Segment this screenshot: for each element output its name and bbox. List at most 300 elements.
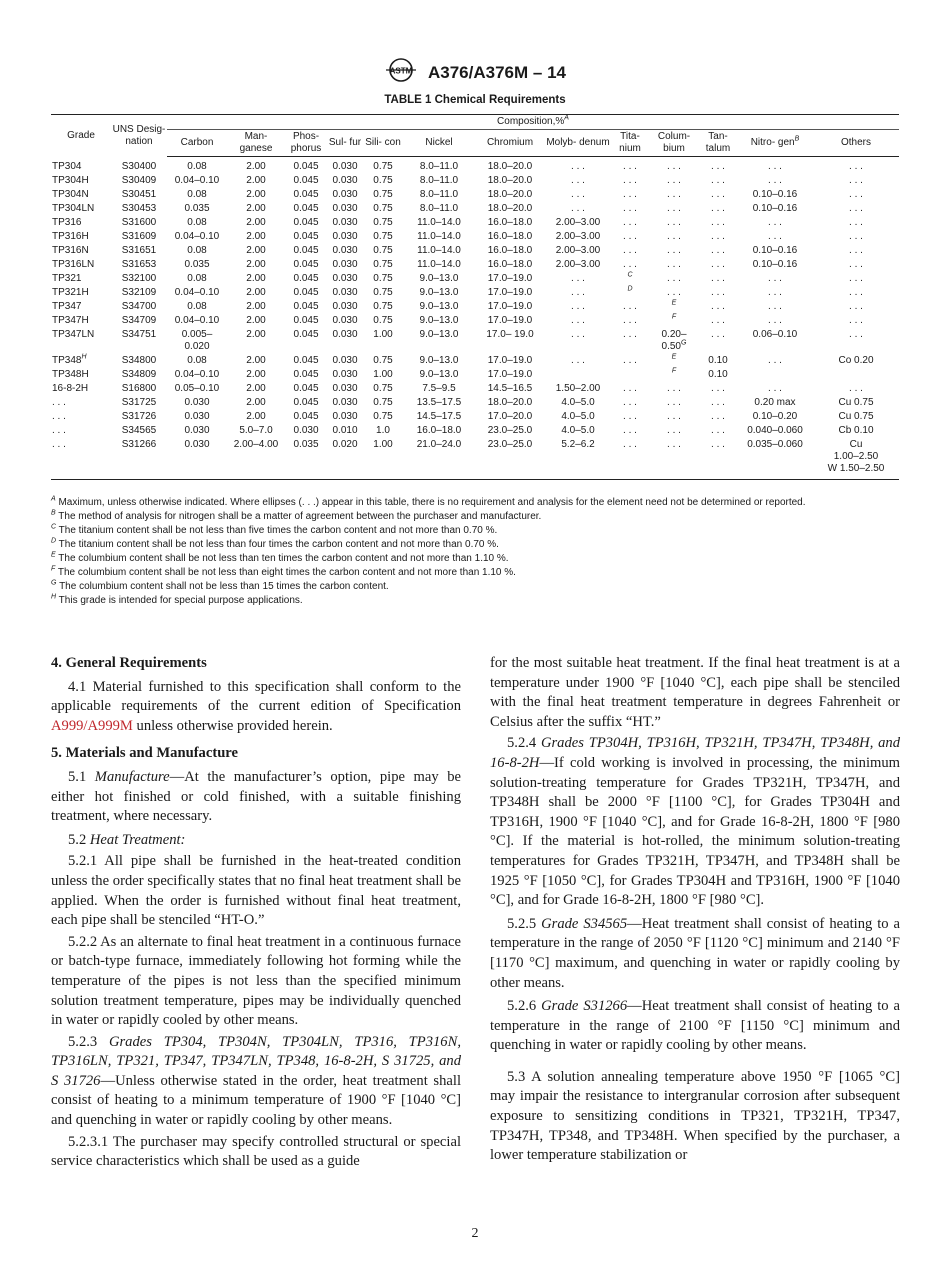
- table-cell: 14.5–16.5: [487, 383, 533, 394]
- table-cell: . . .: [667, 161, 681, 172]
- table-cell: . . .: [571, 315, 585, 326]
- table-cell: S34751: [121, 329, 157, 340]
- table-row: [51, 382, 899, 396]
- table-row: [51, 202, 899, 216]
- footnote: $^F$ The columbium content shall be not less than eight times the carbon content and not more than 1.10 %.: [51, 565, 516, 578]
- table-cell: 0.045: [293, 301, 319, 312]
- table-cell: TP347H: [52, 315, 89, 326]
- table-row: [51, 258, 899, 272]
- table-cell: 0.030: [332, 369, 358, 380]
- table-cell: E: [671, 353, 677, 361]
- table-cell: 0.045: [293, 175, 319, 186]
- table-cell: 1.0: [376, 425, 390, 436]
- table-cell: TP347LN: [52, 329, 95, 340]
- table-cell: 7.5–9.5: [422, 383, 456, 394]
- table-cell: . . .: [711, 231, 725, 242]
- table-cell: . . .: [849, 315, 863, 326]
- footnote: $^A$ Maximum, unless otherwise indicated. Where ellipses (. . .) appear in this table, there is no requirement and analysis for the element need not be determined or reported.: [51, 495, 806, 508]
- table-cell: 0.030: [332, 287, 358, 298]
- table-cell: 0.030: [184, 397, 210, 408]
- table-cell: [545, 368, 611, 382]
- table-cell: . . .: [623, 203, 637, 214]
- table-cell: . . .: [667, 259, 681, 270]
- table-cell: 2.00: [246, 301, 266, 312]
- table-cell: . . .: [849, 175, 863, 186]
- table-cell: . . .: [623, 329, 637, 340]
- table-cell: . . .: [768, 355, 782, 366]
- table-cell: TP304LN: [52, 203, 95, 214]
- table-cell: 2.00: [246, 175, 266, 186]
- table-cell: 0.10–0.20: [752, 411, 798, 422]
- table-cell: . . .: [711, 273, 725, 284]
- table-cell: 0.04–0.10: [174, 315, 220, 326]
- table-cell: 23.0–25.0: [487, 425, 533, 436]
- header-col: Man- ganese: [227, 130, 285, 157]
- table-cell: 17.0–19.0: [487, 369, 533, 380]
- table-cell: 2.00–3.00: [555, 245, 601, 256]
- table-row: [51, 286, 899, 300]
- footnote: $^B$ The method of analysis for nitrogen shall be a matter of agreement between the purchaser and manufacturer.: [51, 509, 542, 522]
- section-5-heading: 5. Materials and Manufacture: [51, 745, 238, 762]
- table-cell: 9.0–13.0: [419, 301, 459, 312]
- table-cell: . . .: [768, 161, 782, 172]
- table-cell: . . .: [711, 397, 725, 408]
- table-cell: 16-8-2H: [52, 383, 89, 394]
- table-cell: . . .: [571, 287, 585, 298]
- table-cell: 0.04–0.10: [174, 369, 220, 380]
- table-cell: . . .: [849, 301, 863, 312]
- table-cell: TP348H: [52, 369, 89, 380]
- table-cell: 0.04–0.10: [174, 287, 220, 298]
- table-row: [51, 354, 899, 368]
- table-cell: . . .: [623, 259, 637, 270]
- table-cell: 0.030: [332, 161, 358, 172]
- table-cell: 0.030: [293, 425, 319, 436]
- table-cell: 0.030: [332, 175, 358, 186]
- table-cell: . . .: [711, 301, 725, 312]
- table-cell: . . .: [711, 161, 725, 172]
- table-cell: 4.0–5.0: [561, 411, 595, 422]
- table-cell: 0.035: [184, 203, 210, 214]
- table-cell: . . .: [571, 161, 585, 172]
- table-cell: . . .: [667, 175, 681, 186]
- table-cell: 11.0–14.0: [417, 217, 461, 228]
- table-cell: . . .: [52, 411, 66, 422]
- table-cell: . . .: [623, 397, 637, 408]
- table-cell: 21.0–24.0: [416, 439, 462, 450]
- table-cell: 2.00: [246, 189, 266, 200]
- table-cell: 2.00: [246, 411, 266, 422]
- table-cell: . . .: [711, 245, 725, 256]
- table-cell: 0.10–0.16: [752, 203, 798, 214]
- table-cell: 9.0–13.0: [419, 315, 459, 326]
- table-cell: TP321: [52, 273, 82, 284]
- table-cell: 2.00: [246, 383, 266, 394]
- table-cell: 23.0–25.0: [487, 439, 533, 450]
- table-cell: 18.0–20.0: [487, 397, 533, 408]
- table-cell: 2.00–4.00: [233, 439, 279, 450]
- table-cell: . . .: [52, 439, 66, 450]
- table-cell: . . .: [571, 301, 585, 312]
- table-cell: . . .: [711, 287, 725, 298]
- table-cell: 0.75: [373, 301, 393, 312]
- table-cell: 16.0–18.0: [487, 245, 533, 256]
- table-cell: 0.045: [293, 355, 319, 366]
- table-cell: 0.08: [187, 189, 207, 200]
- table-row: [51, 328, 899, 354]
- table-cell: 2.00: [246, 161, 266, 172]
- header-col: Molyb- denum: [545, 130, 611, 157]
- table-cell: 17.0–19.0: [487, 287, 533, 298]
- table-cell: . . .: [849, 329, 863, 340]
- table-cell: 0.020: [332, 439, 358, 450]
- table-cell: 0.045: [293, 217, 319, 228]
- header-col: Carbon: [167, 130, 227, 157]
- table-cell: . . .: [571, 203, 585, 214]
- table-cell: 0.030: [332, 355, 358, 366]
- table-cell: F: [671, 367, 677, 375]
- paragraph-5-2-2: 5.2.2 As an alternate to final heat treatment in a continuous furnace or batch-type furnace, immediately following hot forming while the temperature of the pipes is not less than the specified minimum solution treatment temperature, pipes may be individually quenched in water or rapidly cooled by other means.: [51, 933, 461, 1029]
- table-cell: 16.0–18.0: [487, 217, 533, 228]
- table-footnotes: [51, 496, 911, 608]
- table-cell: 5.0–7.0: [239, 425, 273, 436]
- table-cell: 0.75: [373, 245, 393, 256]
- table-cell: 17.0–19.0: [487, 355, 533, 366]
- table-cell: TP347: [52, 301, 82, 312]
- table-cell: . . .: [623, 161, 637, 172]
- table-row: [51, 300, 899, 314]
- table-row: [51, 438, 899, 480]
- table-cell: 18.0–20.0: [487, 161, 533, 172]
- table-cell: . . .: [667, 411, 681, 422]
- table-cell: . . .: [768, 301, 782, 312]
- table-cell: 0.030: [332, 273, 358, 284]
- table-cell: S16800: [121, 383, 157, 394]
- table-row: [51, 272, 899, 286]
- table-cell: TP304N: [52, 189, 89, 200]
- table-cell: 17.0–19.0: [487, 301, 533, 312]
- paragraph-5-2-5: 5.2.5 Grade S34565—Heat treatment shall consist of heating to a temperature in the range of 2050 °F [1120 °C] minimum and 2140 °F [1170 °C] maximum, and quenching in water or rapidly cooling by other means.: [490, 915, 900, 991]
- table-cell: 0.045: [293, 315, 319, 326]
- table-cell: . . .: [52, 425, 66, 436]
- table-cell: 0.045: [293, 383, 319, 394]
- table-cell: . . .: [711, 189, 725, 200]
- table-cell: 0.75: [373, 231, 393, 242]
- table-cell: . . .: [623, 315, 637, 326]
- table-cell: 4.0–5.0: [561, 425, 595, 436]
- spec-link-a999[interactable]: A999/A999M: [51, 717, 133, 734]
- table-cell: S31609: [121, 231, 157, 242]
- table-cell: 17.0– 19.0: [486, 329, 534, 340]
- table-cell: 0.75: [373, 189, 393, 200]
- table-cell: . . .: [623, 439, 637, 450]
- table-cell: . . .: [849, 203, 863, 214]
- table-cell: . . .: [623, 301, 637, 312]
- table-cell: . . .: [623, 245, 637, 256]
- table-cell: Cu 0.75: [838, 397, 874, 408]
- header-col: Sili- con: [363, 130, 403, 157]
- table-cell: S34700: [121, 301, 157, 312]
- header-col: Tan- talum: [699, 130, 737, 157]
- svg-text:ASTM: ASTM: [389, 66, 413, 76]
- table-cell: Cu 0.75: [838, 411, 874, 422]
- footnote: $^D$ The titanium content shall be not less than four times the carbon content and not more than 0.70 %.: [51, 537, 499, 550]
- table-cell: 0.08: [187, 301, 207, 312]
- table-cell: 16.0–18.0: [416, 425, 462, 436]
- table-cell: 18.0–20.0: [487, 203, 533, 214]
- paragraph-5-2-6: 5.2.6 Grade S31266—Heat treatment shall consist of heating to a temperature in the range of 2100 °F [1150 °C] minimum and quenching in water or rapidly cooling by other means.: [490, 998, 900, 1054]
- table-cell: 2.00: [246, 231, 266, 242]
- table-cell: [737, 368, 813, 382]
- table-cell: TP316LN: [52, 259, 95, 270]
- table-row: [51, 314, 899, 328]
- table-cell: S31726: [121, 411, 157, 422]
- table-cell: 11.0–14.0: [417, 259, 461, 270]
- paragraph-5-1: 5.1 Manufacture—At the manufacturer’s option, pipe may be either hot finished or cold finished, with a suitable finishing treatment, where necessary.: [51, 768, 461, 825]
- table-cell: 2.00–3.00: [555, 217, 601, 228]
- table-cell: 0.75: [373, 287, 393, 298]
- table-cell: 9.0–13.0: [419, 329, 459, 340]
- table-cell: 4.0–5.0: [561, 397, 595, 408]
- paragraph-5-2-3: 5.2.3 Grades TP304, TP304N, TP304LN, TP316, TP316N, TP316LN, TP321, TP347, TP347LN, TP348, 16-8-2H, S 31725, and S 31726—Unless otherwise stated in the order, heat treatment shall consist of heating to a minimum temperature of 1900 °F [1040 °C] and quenching in water or rapidly cooling by other means.: [51, 1033, 461, 1129]
- table-cell: 2.00: [246, 203, 266, 214]
- table-cell: . . .: [849, 273, 863, 284]
- table-cell: 0.035–0.060: [747, 439, 803, 450]
- table-row: [51, 230, 899, 244]
- table-cell: 11.0–14.0: [417, 231, 461, 242]
- document-title: A376/A376M – 14: [428, 62, 566, 82]
- table-cell: . . .: [667, 203, 681, 214]
- table-cell: . . .: [667, 397, 681, 408]
- table-cell: 0.75: [373, 273, 393, 284]
- table-cell: . . .: [52, 397, 66, 408]
- table-cell: 9.0–13.0: [419, 287, 459, 298]
- table-cell: 0.045: [293, 259, 319, 270]
- chemical-requirements-table: [51, 114, 899, 480]
- table-cell: 0.08: [187, 161, 207, 172]
- paragraph-4-1: 4.1 Material furnished to this specification shall conform to the applicable requirements of the current edition of Specification A999/A999M unless otherwise provided herein.: [51, 678, 461, 734]
- table-cell: 0.08: [187, 273, 207, 284]
- table-cell: . . .: [849, 189, 863, 200]
- table-cell: . . .: [849, 383, 863, 394]
- header-col: Colum- bium: [649, 130, 699, 157]
- table-cell: . . .: [571, 355, 585, 366]
- table-cell: F: [671, 313, 677, 321]
- table-cell: 0.045: [293, 369, 319, 380]
- table-cell: TP316N: [52, 245, 89, 256]
- right-column: [490, 654, 900, 1168]
- table-cell: . . .: [623, 355, 637, 366]
- table-cell: 0.030: [332, 231, 358, 242]
- table-cell: . . .: [711, 315, 725, 326]
- table-cell: TP321H: [52, 287, 89, 298]
- table-cell: 0.75: [373, 203, 393, 214]
- table-cell: 18.0–20.0: [487, 175, 533, 186]
- table-cell: . . .: [667, 287, 681, 298]
- table-cell: 0.08: [187, 217, 207, 228]
- table-cell: 0.045: [293, 245, 319, 256]
- header-col: Sul- fur: [327, 130, 363, 157]
- table-cell: 0.045: [293, 273, 319, 284]
- table-cell: 0.030: [332, 383, 358, 394]
- table-cell: 0.10–0.16: [752, 245, 798, 256]
- header-col: Others: [813, 130, 899, 157]
- table-cell: . . .: [849, 161, 863, 172]
- table-cell: . . .: [768, 287, 782, 298]
- table-cell: 2.00: [246, 273, 266, 284]
- table-cell: . . .: [623, 217, 637, 228]
- table-cell: S30451: [121, 189, 157, 200]
- table-cell: 0.030: [332, 245, 358, 256]
- table-cell: 0.045: [293, 203, 319, 214]
- table-cell: 2.00: [246, 259, 266, 270]
- table-cell: S32109: [121, 287, 157, 298]
- table-cell: 1.00: [373, 329, 393, 340]
- table-cell: 2.00: [246, 369, 266, 380]
- table-row: [51, 216, 899, 230]
- table-cell: . . .: [711, 383, 725, 394]
- table-cell: 0.030: [184, 439, 210, 450]
- table-cell: 14.5–17.5: [416, 411, 462, 422]
- table-cell: 0.045: [293, 397, 319, 408]
- table-cell: S34800: [121, 355, 157, 366]
- table-cell: 0.08: [187, 355, 207, 366]
- footnote: $^C$ The titanium content shall be not less than five times the carbon content and not more than 0.70 %.: [51, 523, 498, 536]
- paragraph-continued: for the most suitable heat treatment. If the final heat treatment is at a temperature under 1900 °F [1040 °C], each pipe shall be stenciled with the final heat treatment temperature in degrees Fahrenheit or Celsius after the suffix “HT.”: [490, 655, 900, 730]
- table-cell: . . .: [711, 259, 725, 270]
- astm-logo-icon: [384, 57, 418, 88]
- table-cell: S31653: [121, 259, 157, 270]
- table-cell: TP316: [52, 217, 82, 228]
- table-cell: 1.00: [373, 439, 393, 450]
- table-cell: 0.75: [373, 355, 393, 366]
- table-cell: . . .: [571, 189, 585, 200]
- table-cell: 9.0–13.0: [419, 273, 459, 284]
- table-caption: TABLE 1 Chemical Requirements: [384, 94, 566, 106]
- section-4-heading: 4. General Requirements: [51, 655, 207, 671]
- table-row: [51, 157, 899, 175]
- table-row: [51, 368, 899, 382]
- paragraph-5-3: 5.3 A solution annealing temperature above 1950 °F [1065 °C] may impair the resistance to intergranular corrosion after subsequent exposure to sensitizing conditions in TP321, TP321H, TP347, TP347H, TP348, and TP348H. When specified by the purchaser, a lower temperature stabilization or: [490, 1068, 900, 1164]
- table-body: [51, 157, 899, 480]
- header-composition: Composition,%$^A$: [167, 115, 899, 130]
- table-cell: 0.045: [293, 287, 319, 298]
- table-cell: 0.030: [332, 259, 358, 270]
- table-cell: 9.0–13.0: [419, 369, 459, 380]
- table-cell: . . .: [711, 439, 725, 450]
- table-cell: 0.045: [293, 329, 319, 340]
- header-element-row: [51, 130, 899, 157]
- table-cell: 0.75: [373, 397, 393, 408]
- left-column: [51, 654, 461, 1174]
- table-cell: 0.75: [373, 383, 393, 394]
- table-cell: 18.0–20.0: [487, 189, 533, 200]
- table-cell: 0.045: [293, 411, 319, 422]
- table-row: [51, 396, 899, 410]
- table-cell: 0.030: [332, 203, 358, 214]
- header-col: Nitro- gen$^B$: [737, 130, 813, 157]
- table-cell: S34565: [121, 425, 157, 436]
- footnote: $^G$ The columbium content shall not be less than 15 times the carbon content.: [51, 579, 389, 592]
- table-cell: 0.030: [332, 315, 358, 326]
- table-cell: . . .: [623, 425, 637, 436]
- table-cell: . . .: [711, 411, 725, 422]
- table-cell: 0.10–0.16: [752, 189, 798, 200]
- table-cell: S30409: [121, 175, 157, 186]
- table-cell: S31266: [121, 439, 157, 450]
- table-cell: 0.75: [373, 315, 393, 326]
- table-cell: 1.50–2.00: [555, 383, 601, 394]
- table-cell: 0.030: [184, 425, 210, 436]
- header-grade: Grade: [51, 115, 111, 157]
- table-cell: 0.030: [332, 301, 358, 312]
- table-cell: . . .: [667, 217, 681, 228]
- header-col: Nickel: [403, 130, 475, 157]
- table-cell: 0.75: [373, 411, 393, 422]
- table-cell: 0.08: [187, 245, 207, 256]
- table-cell: 5.2–6.2: [561, 439, 595, 450]
- table-cell: . . .: [667, 425, 681, 436]
- footnote: $^H$ This grade is intended for special purpose applications.: [51, 593, 303, 606]
- header-col: Phos- phorus: [285, 130, 327, 157]
- header-col: Tita- nium: [611, 130, 649, 157]
- table-cell: 8.0–11.0: [419, 189, 459, 200]
- table-cell: S31600: [121, 217, 157, 228]
- paragraph-5-2: 5.2 Heat Treatment:: [68, 831, 186, 848]
- table-cell: 1.00: [373, 369, 393, 380]
- table-cell: . . .: [711, 329, 725, 340]
- table-cell: 0.20– $0.50^G$: [661, 329, 687, 352]
- table-cell: . . .: [667, 189, 681, 200]
- table-cell: . . .: [849, 259, 863, 270]
- table-cell: . . .: [768, 315, 782, 326]
- table-cell: 8.0–11.0: [419, 161, 459, 172]
- table-cell: . . .: [768, 383, 782, 394]
- table-cell: . . .: [849, 245, 863, 256]
- table-cell: . . .: [623, 189, 637, 200]
- table-cell: C: [627, 271, 633, 279]
- table-cell: [813, 368, 899, 382]
- table-cell: Co 0.20: [838, 355, 874, 366]
- table-cell: . . .: [623, 411, 637, 422]
- table-cell: S31651: [121, 245, 157, 256]
- paragraph-5-2-4: 5.2.4 Grades TP304H, TP316H, TP321H, TP347H, TP348H, and 16-8-2H—If cold working is involved in processing, the minimum solution-treating temperature for Grades TP321H, TP347H, and TP348H shall be 2000 °F [1100 °C], for Grades TP304H and TP316H, 1900 °F [1040 °C], and for Grade 16-8-2H, 1800 °F [980 °C]. If the material is hot-rolled, the minimum solution-treating temperatures for Grades TP321H, TP347H, and TP348H shall be 1925 °F [1050 °C], for Grades TP304H and TP316H, 1900 °F [1040 °C], and for Grade 16-8-2H, 1800 °F [980 °C].: [490, 735, 901, 909]
- table-cell: . . .: [571, 329, 585, 340]
- table-cell: 2.00: [246, 355, 266, 366]
- table-cell: 0.030: [332, 329, 358, 340]
- table-cell: 2.00–3.00: [555, 231, 601, 242]
- table-cell: . . .: [667, 383, 681, 394]
- table-cell: 0.10–0.16: [752, 259, 798, 270]
- table-cell: 2.00: [246, 329, 266, 340]
- table-cell: 0.005– 0.020: [181, 329, 213, 352]
- document-header: [0, 57, 950, 88]
- table-row: [51, 244, 899, 258]
- table-cell: 0.04–0.10: [174, 175, 220, 186]
- table-cell: . . .: [849, 287, 863, 298]
- table-cell: . . .: [768, 175, 782, 186]
- table-cell: 16.0–18.0: [487, 231, 533, 242]
- paragraph-5-2-1: 5.2.1 All pipe shall be furnished in the heat-treated condition unless the order specifically states that no final heat treatment shall be applied. When the order is furnished without final heat treatment, each pipe shall be stenciled “HT-O.”: [51, 853, 461, 929]
- table-cell: . . .: [571, 273, 585, 284]
- table-cell: 0.10: [708, 355, 728, 366]
- table-cell: 0.030: [332, 189, 358, 200]
- table-cell: 0.06–0.10: [752, 329, 798, 340]
- table-cell: . . .: [849, 217, 863, 228]
- table-cell: TP304: [52, 160, 82, 172]
- table-cell: 2.00: [246, 315, 266, 326]
- paragraph-5-2-3-1: 5.2.3.1 The purchaser may specify controlled structural or special service characteristics which shall be used as a guide: [51, 1133, 461, 1170]
